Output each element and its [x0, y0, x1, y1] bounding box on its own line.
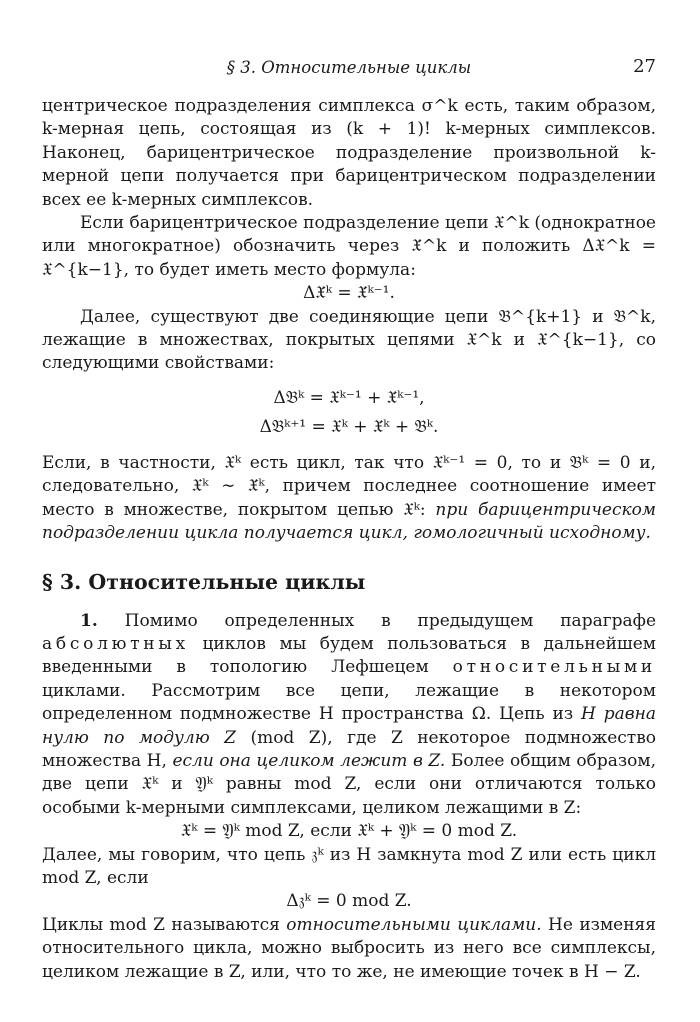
page-number: 27: [633, 56, 656, 77]
text-segment: Циклы mod Z называются: [42, 914, 280, 935]
paragraph-closed-mod-z: Далее, мы говорим, что цепь 𝔷ᵏ из H замкнута mod Z или есть цикл mod Z, если: [42, 844, 656, 888]
running-title: § 3. Относительные циклы: [226, 58, 472, 77]
paragraph-cycle-homologous: [42, 452, 656, 546]
text-segment: циклов мы будем пользоваться в дальнейшем введенными в топологию Лефшецем: [42, 633, 657, 678]
paragraph-relative-definition: [42, 914, 656, 984]
paragraph-barycentric: Если барицентрическое подразделение цепи 𝔛^k (однократное или многократное) обозначить через 𝔛̇^k и положить Δ𝔛^k = 𝔛^{k−1}, то будет иметь место формула:: [42, 213, 656, 280]
formula-equality-mod-z: 𝔛ᵏ = 𝔜ᵏ mod Z, если 𝔛ᵏ + 𝔜ᵏ = 0 mod Z.: [180, 821, 518, 842]
spaced-term-absolute: абсолютных: [42, 633, 189, 654]
formula-delta-subdivision: Δ𝔛̇ᵏ = 𝔛̇ᵏ⁻¹.: [303, 283, 395, 304]
page-body: [42, 95, 656, 984]
italic-definition: если она целиком лежит в Z.: [172, 750, 446, 771]
text-segment: Более общим образом, две цепи 𝔛ᵏ и 𝔜ᵏ равны mod Z, если они отличаются только особыми k-мерными симплексами, целиком лежащими в Z:: [42, 750, 657, 818]
text-segment: Не изменяя относительного цикла, можно выбросить из него все симплексы, целиком лежащие в Z, или, что то же, не имеющие точек в H − Z.: [42, 914, 657, 982]
formula-connecting-chains: [42, 384, 656, 442]
cycle-text: Если, в частности, 𝔛ᵏ есть цикл, так что 𝔛ᵏ⁻¹ = 0, то и 𝔅ᵏ = 0 и, следовательно, 𝔛ᵏ ∼ 𝔛̇ᵏ, причем последнее соотношение имеет место в множестве, покрытом цепью 𝔛ᵏ:: [42, 452, 656, 520]
text-segment: (mod Z), где Z некоторое подмножество множества H,: [42, 727, 657, 771]
italic-term: относительными циклами.: [286, 914, 542, 935]
item-number: 1.: [80, 610, 98, 631]
paragraph-relative-cycles: [42, 610, 656, 821]
running-head: [42, 58, 656, 82]
paragraph-connecting-chains: Далее, существуют две соединяющие цепи 𝔅^{k+1} и 𝔅^k, лежащие в множествах, покрытых цепями 𝔛^k и 𝔛^{k−1}, со следующими свойствами:: [42, 306, 656, 374]
paragraph-continuation: центрическое подразделения симплекса σ^k есть, таким образом, k-мерная цепь, состоящая из (k + 1)! k-мерных симплексов. Наконец, барицентрическое подразделение произвольной k-мерной цепи получается при барицентрическом подразделении всех ее k-мерных симплексов.: [42, 96, 656, 210]
text-segment: Помимо определенных в предыдущем параграфе: [124, 610, 656, 631]
formula-line-1: Δ𝔅ᵏ = 𝔛ᵏ⁻¹ + 𝔛̇ᵏ⁻¹,: [273, 387, 425, 408]
italic-definition: H равна нулю по модулю Z: [42, 704, 656, 748]
section-heading: § 3. Относительные циклы: [42, 569, 366, 594]
text-segment: циклами. Рассмотрим все цепи, лежащие в некотором определенном подмножестве H пространства Ω. Цепь из: [42, 680, 656, 725]
formula-line-2: Δ𝔅ᵏ⁺¹ = 𝔛ᵏ + 𝔛̇ᵏ + 𝔅ᵏ.: [259, 416, 439, 437]
spaced-term-relative: относительными: [452, 657, 656, 678]
formula-boundary-mod-z: Δ𝔷ᵏ = 0 mod Z.: [286, 891, 412, 912]
cycle-theorem-italic: при барицентрическом подразделении цикла получается цикл, гомологичный исходному.: [42, 499, 656, 544]
